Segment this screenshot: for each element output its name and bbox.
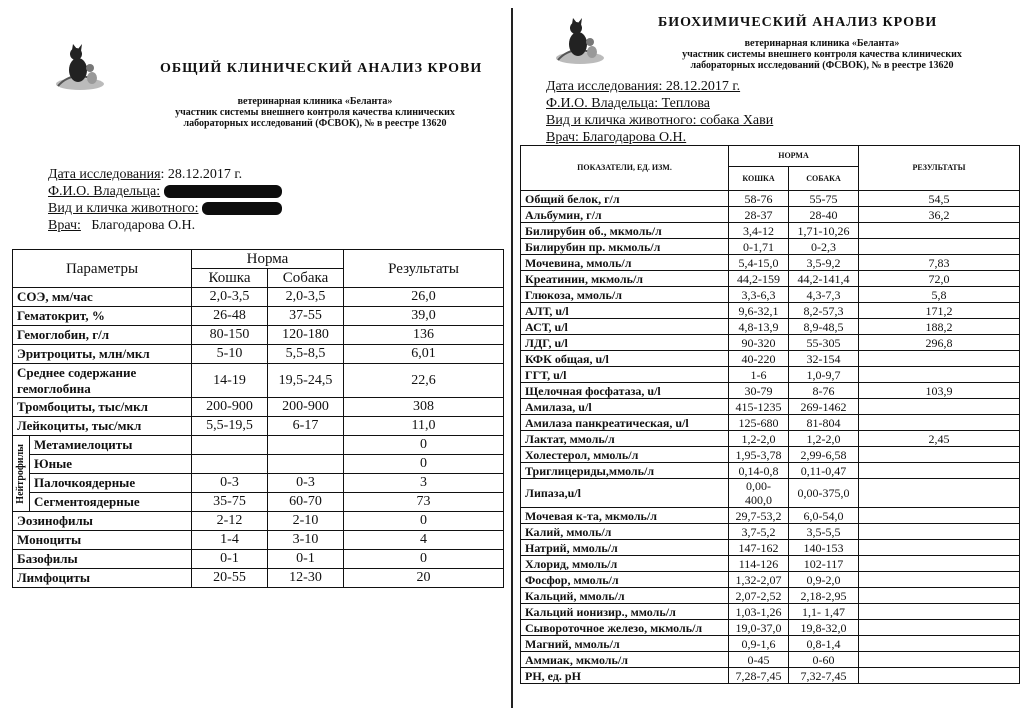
table-row [13,436,504,455]
table-row [521,479,1020,508]
norm-cat: 0,00-400,0 [729,479,789,508]
norm-cat: 2-12 [192,512,268,531]
table-row [13,474,504,493]
header-cat: КОШКА [729,167,789,191]
param-name: Гемоглобин, г/л [13,326,192,345]
norm-cat: 2,0-3,5 [192,288,268,307]
table-row [521,588,1020,604]
result-value [859,399,1020,415]
norm-cat: 40-220 [729,351,789,367]
norm-dog: 0-1 [268,550,344,569]
param-name: Фосфор, ммоль/л [521,572,729,588]
norm-cat: 28-37 [729,207,789,223]
param-name: Лактат, ммоль/л [521,431,729,447]
param-name: СОЭ, мм/час [13,288,192,307]
norm-dog: 81-804 [789,415,859,431]
table-row [521,652,1020,668]
norm-cat [192,436,268,455]
table-row [521,556,1020,572]
param-name: Палочкоядерные [30,474,192,493]
table-row [13,398,504,417]
table-row [521,447,1020,463]
clinic-line-2: участник системы внешнего контроля качества клинических [682,49,962,60]
table-row [13,550,504,569]
norm-dog: 3,5-9,2 [789,255,859,271]
neutrophil-group-label [13,436,30,512]
owner-label: Ф.И.О. Владельца: [48,184,161,199]
result-value [859,479,1020,508]
result-value: 39,0 [344,307,504,326]
norm-dog: 8-76 [789,383,859,399]
param-name: Мочевина, ммоль/л [521,255,729,271]
biochem-blood-table [520,145,1020,684]
header-params: Параметры [13,250,192,288]
norm-cat: 3,7-5,2 [729,524,789,540]
param-name: Тромбоциты, тыс/мкл [13,398,192,417]
result-value [859,223,1020,239]
param-name: ЛДГ, u/l [521,335,729,351]
table-row [521,367,1020,383]
result-value [859,463,1020,479]
redacted-animal [202,202,282,215]
param-name: Билирубин об., мкмоль/л [521,223,729,239]
norm-cat: 35-75 [192,493,268,512]
param-name: Мочевая к-та, мкмоль/л [521,508,729,524]
result-value [859,636,1020,652]
table-row [521,399,1020,415]
norm-cat: 200-900 [192,398,268,417]
param-name: Альбумин, г/л [521,207,729,223]
clinic-line-3: лабораторных исследований (ФСВОК), № в реестре 13620 [183,118,447,129]
result-value: 2,45 [859,431,1020,447]
result-value: 0 [344,512,504,531]
norm-dog: 55-305 [789,335,859,351]
norm-cat: 5,5-19,5 [192,417,268,436]
norm-cat: 26-48 [192,307,268,326]
norm-dog: 1,2-2,0 [789,431,859,447]
table-row [521,540,1020,556]
date-line: Дата исследования: 28.12.2017 г. [546,79,741,94]
param-name: Хлорид, ммоль/л [521,556,729,572]
result-value: 0 [344,455,504,474]
table-row [521,636,1020,652]
header-params: ПОКАЗАТЕЛИ, ЕД. ИЗМ. [521,146,729,191]
result-value: 0 [344,436,504,455]
norm-dog: 0-60 [789,652,859,668]
param-name: Эритроциты, млн/мкл [13,345,192,364]
clinic-logo-icon [52,40,108,96]
norm-dog: 0,9-2,0 [789,572,859,588]
norm-dog [268,436,344,455]
table-row [13,364,504,398]
table-row [521,415,1020,431]
result-value: 22,6 [344,364,504,398]
result-value: 3 [344,474,504,493]
table-row [521,524,1020,540]
table-row [13,531,504,550]
norm-cat: 1,03-1,26 [729,604,789,620]
param-name: Кальций ионизир., ммоль/л [521,604,729,620]
result-value: 73 [344,493,504,512]
norm-cat: 19,0-37,0 [729,620,789,636]
result-value [859,239,1020,255]
table-row [521,255,1020,271]
result-value: 188,2 [859,319,1020,335]
result-value [859,588,1020,604]
result-value [859,572,1020,588]
table-row [521,604,1020,620]
right-title: БИОХИМИЧЕСКИЙ АНАЛИЗ КРОВИ [658,15,938,30]
neutrophil-group-text: Нейтрофилы [15,443,26,504]
result-value: 6,01 [344,345,504,364]
header-dog: СОБАКА [789,167,859,191]
table-row [13,326,504,345]
table-row [13,512,504,531]
table-row [13,455,504,474]
date-label: Дата исследования [48,167,161,182]
clinical-blood-table [12,249,504,588]
param-name: Кальций, ммоль/л [521,588,729,604]
norm-dog: 19,5-24,5 [268,364,344,398]
norm-cat: 44,2-159 [729,271,789,287]
param-name: Липаза,u/l [521,479,729,508]
norm-dog: 12-30 [268,569,344,588]
norm-dog [268,455,344,474]
norm-dog: 2-10 [268,512,344,531]
left-clinic-info [160,96,470,129]
norm-dog: 55-75 [789,191,859,207]
table-row [13,493,504,512]
table-row [13,569,504,588]
result-value: 171,2 [859,303,1020,319]
table-row [521,508,1020,524]
norm-dog: 0,11-0,47 [789,463,859,479]
left-meta [48,166,282,234]
norm-cat: 0-3 [192,474,268,493]
param-name: Амилаза, u/l [521,399,729,415]
param-name: PH, ед. pH [521,668,729,684]
table-row [521,620,1020,636]
param-name: Триглицериды,ммоль/л [521,463,729,479]
norm-dog: 2,0-3,5 [268,288,344,307]
table-row [521,351,1020,367]
result-value: 54,5 [859,191,1020,207]
date-value: : 28.12.2017 г. [160,167,243,182]
table-row [521,431,1020,447]
result-value [859,540,1020,556]
param-name: Лимфоциты [13,569,192,588]
norm-dog: 37-55 [268,307,344,326]
table-row [521,572,1020,588]
norm-dog: 269-1462 [789,399,859,415]
norm-dog: 6-17 [268,417,344,436]
result-value [859,556,1020,572]
header-results: Результаты [344,250,504,288]
param-name: Щелочная фосфатаза, u/l [521,383,729,399]
result-value [859,351,1020,367]
param-name: Лейкоциты, тыс/мкл [13,417,192,436]
header-cat: Кошка [192,269,268,288]
norm-cat: 30-79 [729,383,789,399]
param-name: Общий белок, г/л [521,191,729,207]
result-value: 136 [344,326,504,345]
result-value: 26,0 [344,288,504,307]
norm-cat: 58-76 [729,191,789,207]
norm-cat: 80-150 [192,326,268,345]
norm-cat: 0,14-0,8 [729,463,789,479]
param-name: ГГТ, u/l [521,367,729,383]
result-value: 0 [344,550,504,569]
result-value: 5,8 [859,287,1020,303]
result-value [859,447,1020,463]
norm-cat: 147-162 [729,540,789,556]
table-row [521,668,1020,684]
norm-dog: 0,00-375,0 [789,479,859,508]
param-name: АЛТ, u/l [521,303,729,319]
table-row [521,303,1020,319]
param-name: Метамиелоциты [30,436,192,455]
result-value: 4 [344,531,504,550]
norm-dog: 5,5-8,5 [268,345,344,364]
table-row [521,463,1020,479]
norm-cat: 5-10 [192,345,268,364]
param-name: Юные [30,455,192,474]
table-row [13,288,504,307]
param-name: Эозинофилы [13,512,192,531]
result-value: 72,0 [859,271,1020,287]
norm-cat: 90-320 [729,335,789,351]
norm-cat: 1,2-2,0 [729,431,789,447]
param-name: Калий, ммоль/л [521,524,729,540]
result-value [859,668,1020,684]
param-name: Среднее содержание гемоглобина [13,364,192,398]
norm-dog: 2,99-6,58 [789,447,859,463]
table-row [521,271,1020,287]
doctor-line: Врач: Благодарова О.Н. [546,130,687,145]
norm-cat: 1-4 [192,531,268,550]
animal-line: Вид и кличка животного: собака Хави [546,113,774,128]
norm-dog: 1,1- 1,47 [789,604,859,620]
result-value [859,367,1020,383]
param-name: Базофилы [13,550,192,569]
table-row [521,335,1020,351]
table-row [521,287,1020,303]
table-row [521,207,1020,223]
header-norm: НОРМА [729,146,859,167]
result-value: 20 [344,569,504,588]
right-page [512,0,1024,724]
norm-cat: 1-6 [729,367,789,383]
param-name: Моноциты [13,531,192,550]
norm-dog: 28-40 [789,207,859,223]
norm-dog: 1,0-9,7 [789,367,859,383]
header-dog: Собака [268,269,344,288]
param-name: Натрий, ммоль/л [521,540,729,556]
result-value [859,508,1020,524]
result-value [859,415,1020,431]
norm-dog: 60-70 [268,493,344,512]
norm-dog: 44,2-141,4 [789,271,859,287]
norm-cat: 1,95-3,78 [729,447,789,463]
norm-cat: 20-55 [192,569,268,588]
norm-cat: 14-19 [192,364,268,398]
result-value [859,652,1020,668]
table-row [521,191,1020,207]
clinic-line-1: ветеринарная клиника «Беланта» [237,96,393,107]
norm-cat: 1,32-2,07 [729,572,789,588]
norm-dog: 19,8-32,0 [789,620,859,636]
norm-cat: 29,7-53,2 [729,508,789,524]
header-results: РЕЗУЛЬТАТЫ [859,146,1020,191]
norm-dog: 200-900 [268,398,344,417]
header-norm: Норма [192,250,344,269]
result-value: 36,2 [859,207,1020,223]
param-name: Аммиак, мкмоль/л [521,652,729,668]
table-row [13,345,504,364]
norm-dog: 2,18-2,95 [789,588,859,604]
param-name: Сывороточное железо, мкмоль/л [521,620,729,636]
param-name: КФК общая, u/l [521,351,729,367]
norm-dog: 7,32-7,45 [789,668,859,684]
norm-dog: 0-2,3 [789,239,859,255]
table-row [521,223,1020,239]
norm-cat: 7,28-7,45 [729,668,789,684]
animal-label: Вид и кличка животного: [48,201,199,216]
table-row [13,417,504,436]
norm-dog: 0-3 [268,474,344,493]
result-value: 308 [344,398,504,417]
param-name: Сегментоядерные [30,493,192,512]
left-title: ОБЩИЙ КЛИНИЧЕСКИЙ АНАЛИЗ КРОВИ [160,61,483,76]
norm-cat: 3,3-6,3 [729,287,789,303]
param-name: Холестерол, ммоль/л [521,447,729,463]
norm-cat [192,455,268,474]
right-meta [546,78,773,146]
table-row [521,319,1020,335]
table-row [521,239,1020,255]
norm-cat: 5,4-15,0 [729,255,789,271]
owner-line: Ф.И.О. Владельца: Теплова [546,96,710,111]
norm-cat: 0,9-1,6 [729,636,789,652]
norm-cat: 0-1 [192,550,268,569]
norm-cat: 0-1,71 [729,239,789,255]
norm-dog: 0,8-1,4 [789,636,859,652]
right-clinic-info [662,38,982,71]
norm-dog: 8,2-57,3 [789,303,859,319]
doctor-value: Благодарова О.Н. [91,218,196,233]
norm-dog: 3-10 [268,531,344,550]
norm-dog: 6,0-54,0 [789,508,859,524]
result-value: 11,0 [344,417,504,436]
result-value [859,524,1020,540]
norm-dog: 32-154 [789,351,859,367]
norm-cat: 9,6-32,1 [729,303,789,319]
param-name: Гематокрит, % [13,307,192,326]
table-row [13,307,504,326]
param-name: Билирубин пр. мкмоль/л [521,239,729,255]
result-value [859,604,1020,620]
result-value: 103,9 [859,383,1020,399]
norm-dog: 1,71-10,26 [789,223,859,239]
redacted-owner [164,185,282,198]
param-name: Амилаза панкреатическая, u/l [521,415,729,431]
result-value [859,620,1020,636]
clinic-line-3: лабораторных исследований (ФСВОК), № в реестре 13620 [690,60,954,71]
norm-dog: 3,5-5,5 [789,524,859,540]
norm-cat: 415-1235 [729,399,789,415]
result-value: 296,8 [859,335,1020,351]
param-name: Глюкоза, ммоль/л [521,287,729,303]
param-name: Магний, ммоль/л [521,636,729,652]
clinic-line-1: ветеринарная клиника «Беланта» [744,38,900,49]
norm-dog: 120-180 [268,326,344,345]
result-value: 7,83 [859,255,1020,271]
norm-cat: 2,07-2,52 [729,588,789,604]
norm-dog: 140-153 [789,540,859,556]
doctor-label: Врач: [48,218,81,233]
table-row [521,383,1020,399]
norm-cat: 114-126 [729,556,789,572]
norm-dog: 8,9-48,5 [789,319,859,335]
norm-cat: 125-680 [729,415,789,431]
norm-cat: 0-45 [729,652,789,668]
clinic-logo-icon [552,14,608,70]
param-name: Креатинин, мкмоль/л [521,271,729,287]
norm-dog: 4,3-7,3 [789,287,859,303]
norm-cat: 4,8-13,9 [729,319,789,335]
norm-cat: 3,4-12 [729,223,789,239]
norm-dog: 102-117 [789,556,859,572]
clinic-line-2: участник системы внешнего контроля качества клинических [175,107,455,118]
param-name: АСТ, u/l [521,319,729,335]
